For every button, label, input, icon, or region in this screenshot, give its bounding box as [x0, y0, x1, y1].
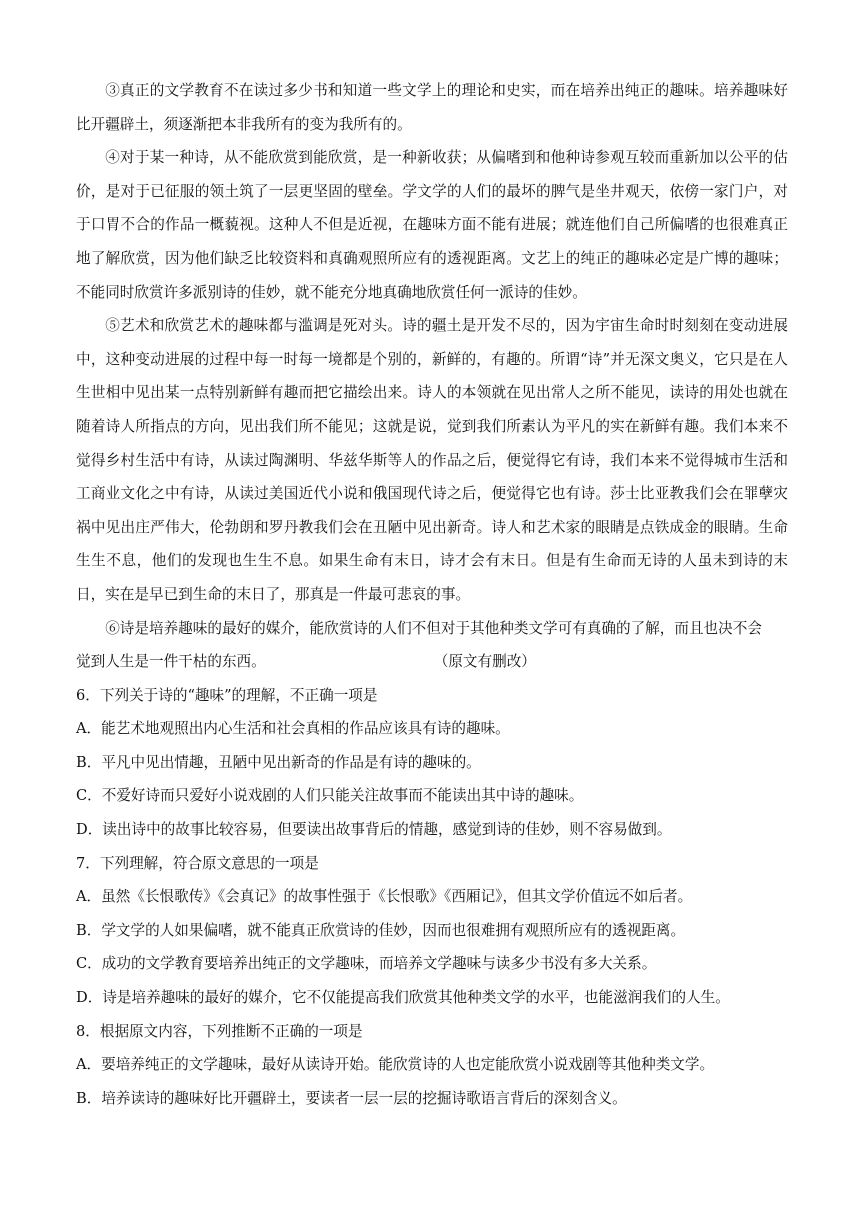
- paragraph-6-line-2-text: 觉到人生是一件干枯的东西。: [76, 653, 266, 671]
- option-b: B．学文学的人如果偏嗜，就不能真正欣赏诗的佳妙，因而也很难拥有观照所应有的透视距离。: [76, 921, 686, 939]
- question-stem: 8．根据原文内容，下列推断不正确的一项是: [76, 1022, 363, 1040]
- question-6: [76, 679, 788, 847]
- option-b: B．培养读诗的趣味好比开疆辟土，要读者一层一层的挖掘诗歌语言背后的深刻含义。: [76, 1089, 627, 1107]
- option-d: D．诗是培养趣味的最好的媒介，它不仅能提高我们欣赏其他种类文学的水平，也能滋润我们的人生。: [76, 989, 730, 1007]
- option-a: A．虽然《长恨歌传》《会真记》的故事性强于《长恨歌》《西厢记》，但其文学价值远不如后者。: [76, 888, 693, 906]
- paragraph-6-line-1: ⑥诗是培养趣味的最好的媒介，能欣赏诗的人们不但对于其他种类文学可有真确的了解，而且也决不会: [105, 619, 762, 637]
- option-b: B．平凡中见出情趣，丑陋中见出新奇的作品是有诗的趣味的。: [76, 753, 481, 771]
- option-d: D．读出诗中的故事比较容易，但要读出故事背后的情趣，感觉到诗的佳妙，则不容易做到。: [76, 821, 672, 839]
- source-note: （原文有删改）: [433, 653, 536, 671]
- option-a: A．能艺术地观照出内心生活和社会真相的作品应该具有诗的趣味。: [76, 720, 510, 738]
- question-8: [76, 1015, 788, 1116]
- question-7: [76, 847, 788, 1015]
- paragraph-6-line-2: [76, 645, 788, 679]
- document-body: [76, 74, 788, 1115]
- question-stem: 7．下列理解，符合原文意思的一项是: [76, 854, 319, 872]
- option-c: C．成功的文学教育要培养出纯正的文学趣味，而培养文学趣味与读多少书没有多大关系。: [76, 955, 657, 973]
- paragraph-3: ③真正的文学教育不在读过多少书和知道一些文学上的理论和史实，而在培养出纯正的趣味。培养趣味好比开疆辟土，须逐渐把本非我所有的变为我所有的。: [76, 82, 788, 133]
- question-stem: 6．下列关于诗的“趣味”的理解，不正确一项是: [76, 686, 378, 704]
- option-a: A．要培养纯正的文学趣味，最好从读诗开始。能欣赏诗的人也定能欣赏小说戏剧等其他种类文学。: [76, 1056, 715, 1074]
- paragraph-4: ④对于某一种诗，从不能欣赏到能欣赏，是一种新收获；从偏嗜到和他种诗参观互较而重新加以公平的估价，是对于已征服的领土筑了一层更坚固的壁垒。学文学的人们的最坏的脾气是坐井观天，依傍一家门户，对于口胃不合的作品一概藐视。这种人不但是近视，在趣味方面不能有进展；就连他们自己所偏嗜的也很难真正地了解欣赏，因为他们缺乏比较资料和真确观照所应有的透视距离。文艺上的纯正的趣味必定是广博的趣味；不能同时欣赏许多派别诗的佳妙，就不能充分地真确地欣赏任何一派诗的佳妙。: [76, 149, 788, 301]
- paragraph-5: ⑤艺术和欣赏艺术的趣味都与滥调是死对头。诗的疆土是开发不尽的，因为宇宙生命时时刻刻在变动进展中，这种变动进展的过程中每一时每一境都是个别的，新鲜的，有趣的。所谓“诗”并无深文奥义，它只是在人生世相中见出某一点特别新鲜有趣而把它描绘出来。诗人的本领就在见出常人之所不能见，读诗的用处也就在随着诗人所指点的方向，见出我们所不能见；这就是说，觉到我们所素认为平凡的实在新鲜有趣。我们本来不觉得乡村生活中有诗，从读过陶渊明、华兹华斯等人的作品之后，便觉得它有诗，我们本来不觉得城市生活和工商业文化之中有诗，从读过美国近代小说和俄国现代诗之后，便觉得它也有诗。莎士比亚教我们会在罪孽灾祸中见出庄严伟大，伦勃朗和罗丹教我们会在丑陋中见出新奇。诗人和艺术家的眼睛是点铁成金的眼睛。生命生生不息，他们的发现也生生不息。如果生命有末日，诗才会有末日。但是有生命而无诗的人虽未到诗的末日，实在是早已到生命的末日了，那真是一件最可悲哀的事。: [76, 317, 788, 603]
- paragraph-6: [76, 612, 788, 679]
- option-c: C．不爱好诗而只爱好小说戏剧的人们只能关注故事而不能读出其中诗的趣味。: [76, 787, 584, 805]
